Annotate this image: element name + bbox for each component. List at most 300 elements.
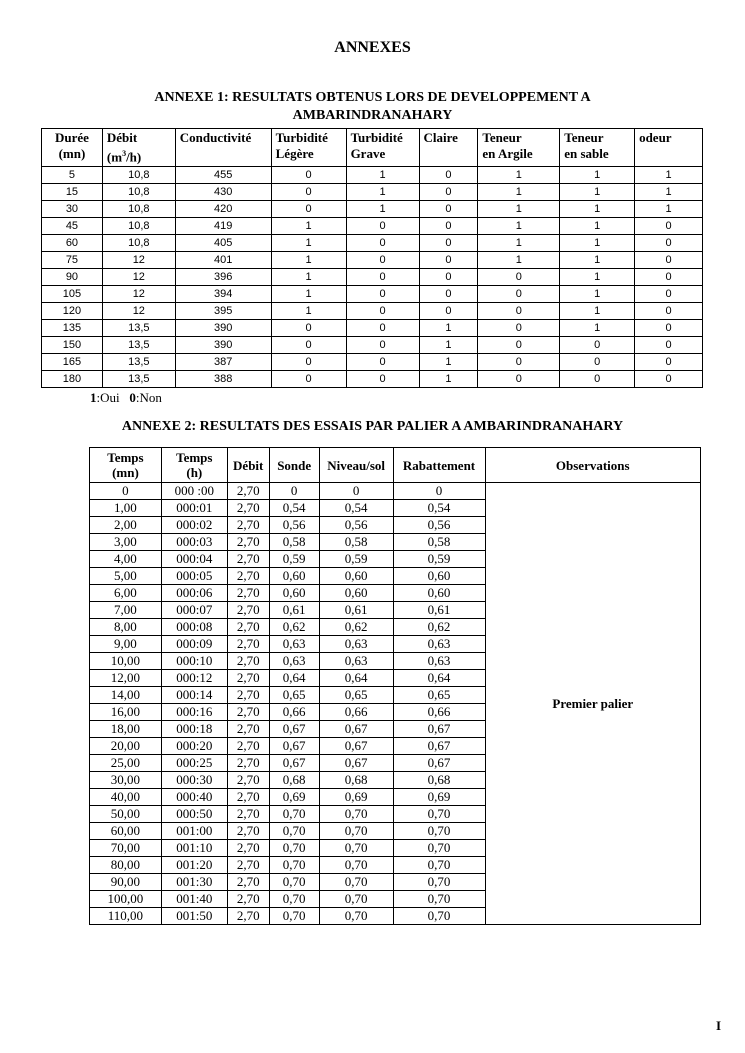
table-cell: 7,00 — [90, 602, 162, 619]
table-cell: 0,65 — [269, 687, 319, 704]
table-cell: 2,70 — [227, 517, 269, 534]
table-cell: 10,00 — [90, 653, 162, 670]
annexe1-table — [41, 128, 703, 388]
table-cell: 0,56 — [393, 517, 485, 534]
table-cell: 2,70 — [227, 789, 269, 806]
table-cell: 0,67 — [319, 721, 393, 738]
table-cell: 0,62 — [319, 619, 393, 636]
table-cell: 10,8 — [102, 235, 175, 252]
table-row — [42, 184, 703, 201]
table-cell: 9,00 — [90, 636, 162, 653]
table-cell: 0,63 — [319, 636, 393, 653]
annexe1-legend: 1:Oui 0:Non — [90, 390, 162, 405]
table-cell: 0 — [271, 354, 346, 371]
table-cell: 455 — [175, 167, 271, 184]
table-cell: 0,70 — [319, 908, 393, 925]
table-cell: 000:12 — [161, 670, 227, 687]
table-cell: 0,70 — [269, 823, 319, 840]
table-cell: 0 — [346, 218, 419, 235]
table-cell: 1 — [271, 303, 346, 320]
table-cell: 0 — [346, 354, 419, 371]
table-cell: 0,70 — [319, 840, 393, 857]
table-cell: 2,00 — [90, 517, 162, 534]
table-cell: 5,00 — [90, 568, 162, 585]
table-cell: 0,58 — [319, 534, 393, 551]
annexe1-heading-line1: ANNEXE 1: RESULTATS OBTENUS LORS DE DEVELOPPEMENT A — [154, 90, 591, 105]
table-cell: 1 — [560, 218, 635, 235]
table-cell: 0,60 — [269, 585, 319, 602]
table-cell: 40,00 — [90, 789, 162, 806]
header-debit: Débit — [227, 448, 269, 483]
table-cell: 0 — [346, 303, 419, 320]
table-cell: 165 — [42, 354, 103, 371]
annexe1-heading — [100, 89, 645, 125]
table-cell: 2,70 — [227, 602, 269, 619]
table-cell: 0,66 — [269, 704, 319, 721]
table-cell: 000:40 — [161, 789, 227, 806]
table-cell: 13,5 — [102, 337, 175, 354]
table-cell: 1 — [560, 167, 635, 184]
table-cell: 0,67 — [393, 721, 485, 738]
table-cell: 0 — [635, 235, 703, 252]
table-cell: 1 — [560, 201, 635, 218]
table-cell: 000:01 — [161, 500, 227, 517]
table-cell: 2,70 — [227, 653, 269, 670]
table-cell: 70,00 — [90, 840, 162, 857]
table-cell: 12,00 — [90, 670, 162, 687]
table-cell: 0,60 — [319, 568, 393, 585]
table-cell: 2,70 — [227, 687, 269, 704]
table-row — [42, 252, 703, 269]
table-cell: 60 — [42, 235, 103, 252]
table-cell: 0 — [419, 218, 478, 235]
table-cell: 0,70 — [319, 874, 393, 891]
table-cell: 2,70 — [227, 721, 269, 738]
header-conductivite: Conductivité — [175, 129, 271, 167]
header-sonde: Sonde — [269, 448, 319, 483]
table-cell: 0 — [393, 483, 485, 500]
table-cell: 000:03 — [161, 534, 227, 551]
table-row — [90, 483, 701, 500]
table-cell: 0,68 — [319, 772, 393, 789]
table-cell: 0,70 — [269, 840, 319, 857]
table-cell: 0,70 — [393, 840, 485, 857]
table-cell: 1 — [560, 184, 635, 201]
table-cell: 0,59 — [319, 551, 393, 568]
table-row — [42, 167, 703, 184]
table-cell: 0 — [346, 235, 419, 252]
table-cell: 000:25 — [161, 755, 227, 772]
table-cell: 0,67 — [319, 738, 393, 755]
table-cell: 0 — [635, 286, 703, 303]
table-cell: 000:08 — [161, 619, 227, 636]
table-cell: 0,61 — [393, 602, 485, 619]
table-cell: 0,70 — [269, 857, 319, 874]
table-cell: 0,63 — [269, 653, 319, 670]
table-cell: 0,64 — [393, 670, 485, 687]
table-cell: 100,00 — [90, 891, 162, 908]
table-cell: 1 — [419, 337, 478, 354]
table-cell: 0,60 — [319, 585, 393, 602]
table-row — [42, 286, 703, 303]
table-cell: 1 — [560, 252, 635, 269]
table-cell: 10,8 — [102, 167, 175, 184]
table-cell: 001:40 — [161, 891, 227, 908]
table-cell: 0 — [419, 167, 478, 184]
table-cell: 0 — [635, 337, 703, 354]
table-cell: 000:02 — [161, 517, 227, 534]
table-cell: 1 — [635, 167, 703, 184]
table-cell: 0,64 — [319, 670, 393, 687]
table-cell: 0,70 — [319, 891, 393, 908]
table-cell: 0,66 — [319, 704, 393, 721]
table-cell: 388 — [175, 371, 271, 388]
table-cell: 0 — [478, 354, 560, 371]
table-cell: 2,70 — [227, 772, 269, 789]
table-cell: 2,70 — [227, 891, 269, 908]
table-cell: 419 — [175, 218, 271, 235]
table-cell: 000:04 — [161, 551, 227, 568]
table-cell: 1 — [560, 269, 635, 286]
header-temps-h: Temps (h) — [161, 448, 227, 483]
table-cell: 30,00 — [90, 772, 162, 789]
table-cell: 0 — [346, 269, 419, 286]
table-cell: 12 — [102, 252, 175, 269]
table-cell: 16,00 — [90, 704, 162, 721]
table-cell: 0,70 — [393, 891, 485, 908]
table-cell: 0,60 — [393, 568, 485, 585]
table-cell: 0 — [635, 320, 703, 337]
table-cell: 1 — [271, 235, 346, 252]
table-cell: 000:10 — [161, 653, 227, 670]
table-cell: 0 — [478, 303, 560, 320]
table-cell: 0 — [478, 371, 560, 388]
table-cell: 0,54 — [319, 500, 393, 517]
table-cell: 0,67 — [393, 755, 485, 772]
table-cell: 0 — [346, 286, 419, 303]
table-cell: 0,70 — [393, 806, 485, 823]
annexe2-heading: ANNEXE 2: RESULTATS DES ESSAIS PAR PALIER A AMBARINDRANAHARY — [121, 419, 624, 434]
table-cell: 0,67 — [269, 738, 319, 755]
table-cell: 0,64 — [269, 670, 319, 687]
table-cell: 18,00 — [90, 721, 162, 738]
table-cell: 0,63 — [269, 636, 319, 653]
table-cell: 2,70 — [227, 874, 269, 891]
table-cell: 12 — [102, 269, 175, 286]
table-cell: 0,67 — [319, 755, 393, 772]
header-temps-mn: Temps (mn) — [90, 448, 162, 483]
table-cell: 75 — [42, 252, 103, 269]
table-cell: 0 — [271, 371, 346, 388]
table-cell: 0 — [478, 269, 560, 286]
table-cell: 0,61 — [269, 602, 319, 619]
table-cell: 0,70 — [319, 823, 393, 840]
table-cell: 2,70 — [227, 823, 269, 840]
table-cell: 0 — [419, 235, 478, 252]
table-cell: 1 — [635, 184, 703, 201]
observation-cell: Premier palier — [485, 483, 701, 925]
table-cell: 0,70 — [393, 874, 485, 891]
table-cell: 001:30 — [161, 874, 227, 891]
table-cell: 387 — [175, 354, 271, 371]
table-cell: 405 — [175, 235, 271, 252]
table-cell: 1 — [419, 320, 478, 337]
table-row — [42, 371, 703, 388]
table-cell: 0,67 — [393, 738, 485, 755]
table-cell: 001:00 — [161, 823, 227, 840]
table-cell: 000:05 — [161, 568, 227, 585]
table-cell: 60,00 — [90, 823, 162, 840]
table-cell: 2,70 — [227, 857, 269, 874]
header-observations: Observations — [485, 448, 701, 483]
table-cell: 1 — [271, 286, 346, 303]
table-cell: 1 — [478, 218, 560, 235]
table-cell: 120 — [42, 303, 103, 320]
table-cell: 15 — [42, 184, 103, 201]
table-cell: 2,70 — [227, 534, 269, 551]
table-cell: 10,8 — [102, 184, 175, 201]
table-cell: 2,70 — [227, 755, 269, 772]
table-cell: 1 — [478, 184, 560, 201]
table-cell: 0,67 — [269, 755, 319, 772]
table-cell: 0 — [346, 320, 419, 337]
table-cell: 1 — [478, 235, 560, 252]
annexe2-table-body — [90, 483, 701, 925]
table-cell: 0 — [271, 184, 346, 201]
table-cell: 0,58 — [269, 534, 319, 551]
table-cell: 000:14 — [161, 687, 227, 704]
table-cell: 1 — [346, 184, 419, 201]
table-cell: 0 — [560, 337, 635, 354]
table-cell: 1 — [478, 167, 560, 184]
table-cell: 395 — [175, 303, 271, 320]
table-cell: 0 — [90, 483, 162, 500]
table-cell: 396 — [175, 269, 271, 286]
table-cell: 0,70 — [393, 823, 485, 840]
header-turbidite-grave: Turbidité Grave — [346, 129, 419, 167]
table-cell: 0,61 — [319, 602, 393, 619]
header-debit: Débit $(m^3/h)$ — [102, 129, 175, 167]
table-cell: 0,56 — [319, 517, 393, 534]
table-cell: 0 — [271, 320, 346, 337]
table-cell: 0 — [560, 371, 635, 388]
table-cell: 1 — [478, 252, 560, 269]
table-row — [42, 218, 703, 235]
table-cell: 1 — [478, 201, 560, 218]
header-odeur: odeur — [635, 129, 703, 167]
table-cell: 0 — [346, 252, 419, 269]
table-cell: 1 — [560, 303, 635, 320]
table-cell: 0,70 — [319, 806, 393, 823]
table-cell: 000:20 — [161, 738, 227, 755]
table-cell: 20,00 — [90, 738, 162, 755]
table-cell: 0,59 — [269, 551, 319, 568]
table-cell: 390 — [175, 337, 271, 354]
table-cell: 001:10 — [161, 840, 227, 857]
table-cell: 150 — [42, 337, 103, 354]
table-cell: 0 — [635, 269, 703, 286]
table-cell: 30 — [42, 201, 103, 218]
table-cell: 0 — [419, 286, 478, 303]
table-cell: 0,60 — [393, 585, 485, 602]
table-cell: 0 — [346, 371, 419, 388]
table-cell: 0,54 — [269, 500, 319, 517]
table-cell: 000:09 — [161, 636, 227, 653]
table-row — [42, 269, 703, 286]
table-cell: 0,69 — [319, 789, 393, 806]
table-cell: 0,70 — [319, 857, 393, 874]
annexe1-table-body — [42, 167, 703, 388]
table-cell: 0 — [269, 483, 319, 500]
table-cell: 1 — [346, 167, 419, 184]
table-cell: 0,70 — [269, 908, 319, 925]
table-cell: 000:18 — [161, 721, 227, 738]
header-rabattement: Rabattement — [393, 448, 485, 483]
table-cell: 0,63 — [393, 636, 485, 653]
table-cell: 90,00 — [90, 874, 162, 891]
table-cell: 0 — [635, 371, 703, 388]
header-claire: Claire — [419, 129, 478, 167]
table-cell: 10,8 — [102, 201, 175, 218]
table-cell: 000 :00 — [161, 483, 227, 500]
annexe2-header-row — [90, 448, 701, 483]
table-cell: 430 — [175, 184, 271, 201]
table-cell: 0 — [419, 201, 478, 218]
table-cell: 0,66 — [393, 704, 485, 721]
table-row — [42, 337, 703, 354]
table-cell: 0,70 — [393, 857, 485, 874]
table-cell: 2,70 — [227, 483, 269, 500]
table-cell: 0 — [419, 252, 478, 269]
table-cell: 0 — [271, 167, 346, 184]
table-cell: 0 — [478, 337, 560, 354]
table-row — [42, 235, 703, 252]
table-cell: 0 — [346, 337, 419, 354]
table-cell: 13,5 — [102, 320, 175, 337]
table-cell: 2,70 — [227, 551, 269, 568]
page-number: I — [716, 1018, 722, 1033]
table-cell: 80,00 — [90, 857, 162, 874]
table-cell: 0,69 — [393, 789, 485, 806]
table-cell: 000:07 — [161, 602, 227, 619]
table-cell: 000:06 — [161, 585, 227, 602]
table-cell: 0 — [419, 269, 478, 286]
table-cell: 0 — [419, 303, 478, 320]
table-cell: 0 — [478, 286, 560, 303]
table-cell: 3,00 — [90, 534, 162, 551]
table-cell: 2,70 — [227, 500, 269, 517]
annexe2-table — [89, 447, 701, 925]
table-row — [42, 320, 703, 337]
table-cell: 45 — [42, 218, 103, 235]
table-cell: 0,70 — [269, 806, 319, 823]
table-cell: 0 — [635, 354, 703, 371]
table-cell: 1 — [560, 320, 635, 337]
table-row — [42, 354, 703, 371]
table-cell: 0 — [271, 337, 346, 354]
table-cell: 1 — [271, 218, 346, 235]
table-cell: 2,70 — [227, 636, 269, 653]
table-cell: 0,54 — [393, 500, 485, 517]
table-cell: 0,63 — [393, 653, 485, 670]
table-cell: 001:20 — [161, 857, 227, 874]
table-cell: 394 — [175, 286, 271, 303]
table-cell: 2,70 — [227, 806, 269, 823]
table-cell: 1 — [271, 252, 346, 269]
table-cell: 180 — [42, 371, 103, 388]
header-turbidite-legere: Turbidité Légère — [271, 129, 346, 167]
table-cell: 13,5 — [102, 371, 175, 388]
table-cell: 4,00 — [90, 551, 162, 568]
table-cell: 0,70 — [269, 874, 319, 891]
table-cell: 000:30 — [161, 772, 227, 789]
table-cell: 13,5 — [102, 354, 175, 371]
table-cell: 0,70 — [269, 891, 319, 908]
table-cell: 0 — [635, 303, 703, 320]
table-cell: 6,00 — [90, 585, 162, 602]
table-cell: 1 — [560, 235, 635, 252]
table-cell: 0,68 — [269, 772, 319, 789]
header-teneur-argile: Teneur en Argile — [478, 129, 560, 167]
table-cell: 110,00 — [90, 908, 162, 925]
table-cell: 1,00 — [90, 500, 162, 517]
table-cell: 2,70 — [227, 704, 269, 721]
table-cell: 0 — [635, 252, 703, 269]
table-cell: 12 — [102, 286, 175, 303]
table-cell: 000:50 — [161, 806, 227, 823]
table-cell: 2,70 — [227, 738, 269, 755]
table-cell: 0,56 — [269, 517, 319, 534]
table-cell: 0,62 — [393, 619, 485, 636]
header-niveau-sol: Niveau/sol — [319, 448, 393, 483]
page-title: ANNEXES — [334, 39, 411, 56]
table-cell: 0 — [419, 184, 478, 201]
table-cell: 14,00 — [90, 687, 162, 704]
header-teneur-sable: Teneur en sable — [560, 129, 635, 167]
table-cell: 0,68 — [393, 772, 485, 789]
table-cell: 5 — [42, 167, 103, 184]
header-duree: Durée (mn) — [42, 129, 103, 167]
table-cell: 2,70 — [227, 585, 269, 602]
annexe1-header-row — [42, 129, 703, 167]
table-cell: 12 — [102, 303, 175, 320]
table-cell: 1 — [346, 201, 419, 218]
table-cell: 2,70 — [227, 568, 269, 585]
table-cell: 1 — [635, 201, 703, 218]
table-row — [42, 201, 703, 218]
table-cell: 2,70 — [227, 670, 269, 687]
table-cell: 0,67 — [269, 721, 319, 738]
table-cell: 0 — [478, 320, 560, 337]
table-cell: 1 — [560, 286, 635, 303]
table-cell: 1 — [419, 371, 478, 388]
table-cell: 420 — [175, 201, 271, 218]
table-cell: 000:16 — [161, 704, 227, 721]
table-cell: 1 — [271, 269, 346, 286]
table-cell: 0,69 — [269, 789, 319, 806]
table-cell: 90 — [42, 269, 103, 286]
table-cell: 0,65 — [393, 687, 485, 704]
table-cell: 0,65 — [319, 687, 393, 704]
table-cell: 401 — [175, 252, 271, 269]
table-cell: 0 — [319, 483, 393, 500]
table-cell: 0,59 — [393, 551, 485, 568]
table-cell: 105 — [42, 286, 103, 303]
table-cell: 50,00 — [90, 806, 162, 823]
table-cell: 0 — [271, 201, 346, 218]
table-cell: 135 — [42, 320, 103, 337]
table-cell: 0 — [635, 218, 703, 235]
